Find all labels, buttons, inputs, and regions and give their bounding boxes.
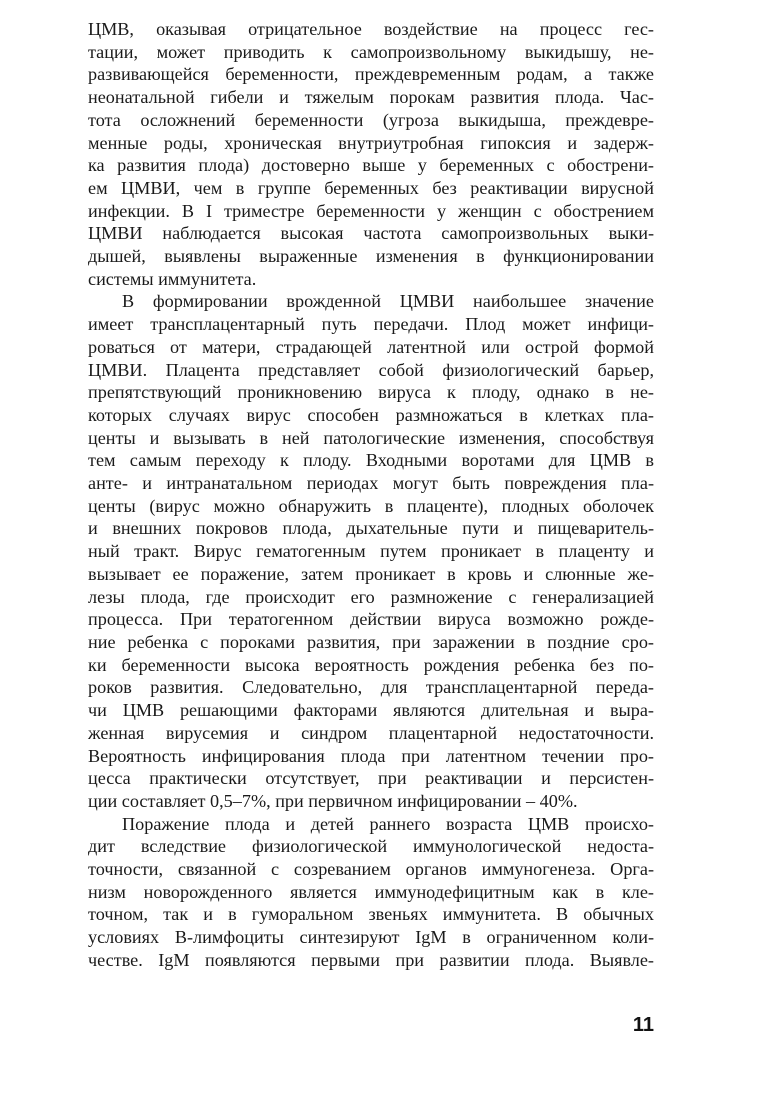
text-line: неонатальной гибели и тяжелым порокам развития плода. Час- <box>88 87 654 108</box>
text-line: лезы плода, где происходит его размножение с генерализацией <box>88 586 654 607</box>
text-line: роков развития. Следовательно, для трансплацентарной переда- <box>88 677 654 698</box>
text-line: дит вследствие физиологической иммунологической недоста- <box>88 836 654 857</box>
text-line: точном, так и в гуморальном звеньях иммунитета. В обычных <box>88 904 654 925</box>
text-line: ный тракт. Вирус гематогенным путем проникает в плаценту и <box>88 541 654 562</box>
text-line: которых случаях вирус способен размножаться в клетках пла- <box>88 404 654 425</box>
text-line: честве. IgM появляются первыми при развитии плода. Выявле- <box>88 949 654 970</box>
text-column <box>88 18 654 972</box>
text-line: дышей, выявлены выраженные изменения в функционировании <box>88 246 654 267</box>
text-line: Вероятность инфицирования плода при латентном течении про- <box>88 745 654 766</box>
text-line: имеет трансплацентарный путь передачи. Плод может инфици- <box>88 314 654 335</box>
text-line: центы и вызывать в ней патологические изменения, способствуя <box>88 427 654 448</box>
text-line: ЦМВ, оказывая отрицательное воздействие на процесс гес- <box>88 19 654 39</box>
text-line: низм новорожденного является иммунодефицитным как в кле- <box>88 881 654 902</box>
text-line: ЦМВИ наблюдается высокая частота самопроизвольных выки- <box>88 223 654 244</box>
text-line: ние ребенка с пороками развития, при заражении в поздние сро- <box>88 631 654 652</box>
page-number: 11 <box>632 1014 654 1036</box>
text-line: точности, связанной с созреванием органов иммуногенеза. Орга- <box>88 859 654 880</box>
text-line: развивающейся беременности, преждевременным родам, а также <box>88 64 654 85</box>
text-line: ем ЦМВИ, чем в группе беременных без реактивации вирусной <box>88 177 654 198</box>
text-line: препятствующий проникновению вируса к плоду, однако в не- <box>88 382 654 403</box>
text-line: ка развития плода) достоверно выше у беременных с обострени- <box>88 155 654 176</box>
text-line: чи ЦМВ решающими факторами являются длительная и выра- <box>88 700 654 721</box>
text-line: Поражение плода и детей раннего возраста ЦМВ происхо- <box>122 813 654 834</box>
text-line: процесса. При тератогенном действии вируса возможно рожде- <box>88 609 654 630</box>
text-line: менные роды, хроническая внутриутробная гипоксия и задерж- <box>88 132 654 153</box>
text-line: системы иммунитета. <box>88 268 257 289</box>
paragraph-3 <box>88 813 654 972</box>
text-line: женная вирусемия и синдром плацентарной недостаточности. <box>88 722 654 743</box>
text-line: условиях В-лимфоциты синтезируют IgM в ограниченном коли- <box>88 927 654 948</box>
text-line: тота осложнений беременности (угроза выкидыша, преждевре- <box>88 109 654 130</box>
paragraph-1 <box>88 18 654 290</box>
text-line: ки беременности высока вероятность рождения ребенка без по- <box>88 654 654 675</box>
text-line: роваться от матери, страдающей латентной или острой формой <box>88 336 654 357</box>
text-line: вызывает ее поражение, затем проникает в кровь и слюнные же- <box>88 563 654 584</box>
text-line: центы (вирус можно обнаружить в плаценте), плодных оболочек <box>88 495 654 516</box>
text-line: цесса практически отсутствует, при реактивации и персистен- <box>88 768 654 789</box>
text-line: тем самым переходу к плоду. Входными воротами для ЦМВ в <box>88 450 654 471</box>
text-line: ции составляет 0,5–7%, при первичном инфицировании – 40%. <box>88 790 578 811</box>
text-line: ЦМВИ. Плацента представляет собой физиологический барьер, <box>88 359 654 380</box>
text-line: В формировании врожденной ЦМВИ наибольшее значение <box>122 291 654 312</box>
text-line: анте- и интранатальном периодах могут быть повреждения пла- <box>88 473 654 494</box>
paragraph-2 <box>88 290 654 812</box>
text-line: инфекции. В I триместре беременности у женщин с обострением <box>88 200 654 221</box>
text-line: и внешних покровов плода, дыхательные пути и пищеваритель- <box>88 518 654 539</box>
text-line: тации, может приводить к самопроизвольному выкидышу, не- <box>88 41 654 62</box>
